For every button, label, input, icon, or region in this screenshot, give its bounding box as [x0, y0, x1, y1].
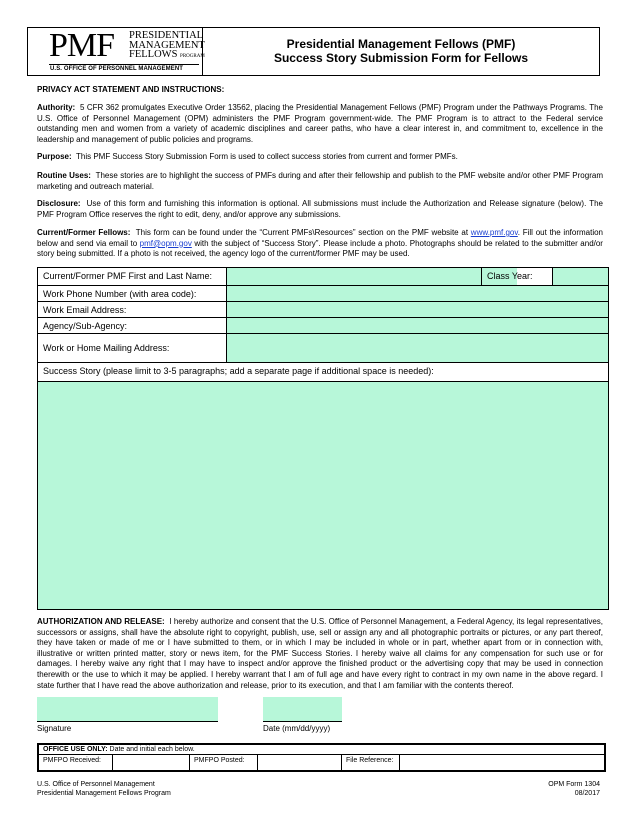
signature-label: Signature [37, 724, 72, 733]
office-divider [39, 754, 604, 755]
name-field[interactable] [227, 268, 517, 285]
footer-program: Presidential Management Fellows Program [37, 790, 171, 797]
authority-label: Authority: [37, 103, 76, 112]
disclosure-paragraph [37, 199, 603, 220]
date-line [263, 721, 342, 722]
signature-field[interactable] [37, 697, 218, 721]
purpose-label: Purpose: [37, 152, 72, 161]
routine-uses-label: Routine Uses: [37, 171, 91, 180]
phone-field[interactable] [227, 286, 608, 301]
row-divider [38, 301, 608, 302]
office-col-divider [399, 755, 400, 770]
office-col-divider [112, 755, 113, 770]
footer-agency: U.S. Office of Personnel Management [37, 781, 155, 788]
row-divider [38, 333, 608, 334]
col-divider [481, 268, 482, 285]
routine-uses-text: These stories are to highlight the success of PMFs during and after their fellowship and publish to the PMF website and/or other PMF Program marketing and outreach material. [37, 171, 603, 191]
col-divider [226, 268, 227, 362]
class-year-label: Class Year: [487, 271, 533, 281]
office-use-label: OFFICE USE ONLY: [43, 746, 108, 753]
authorization-text: I hereby authorize and consent that the U.S. Office of Personnel Management, a Federal Agency, its legal representatives, successors or assigns, shall have the absolute right to copyright, publish, use, sell or assign any and all photographic portraits or pictures, or any part thereof, they have taken or made of me or I have submitted to them, or in which I may be included in whole or in part, whether apart from or in connection with, illustrative or written printed matter, story or news item, for the PMF Success Stories. I hereby waive all claims for any compensation for such use or for damages. I hereby waive any right that I may have to inspect and/or approve the finished product or the advertising copy that may be used in connection therewith or the use to which it may be applied. I hereby warrant that I am of full age and have every right to contract in my own name in the above regard. I state further that I have read the above authorization and release, prior to its execution, and that I am familiar with the contents thereof. [37, 617, 603, 690]
footer-right [548, 780, 600, 798]
logo-rule [49, 64, 199, 65]
phone-label: Work Phone Number (with area code): [43, 289, 197, 299]
logo-line1: PRESIDENTIAL [129, 30, 204, 41]
signature-line [37, 721, 218, 722]
form-header [27, 27, 600, 76]
file-reference-label: File Reference: [346, 757, 394, 764]
office-col-divider [257, 755, 258, 770]
story-label: Success Story (please limit to 3-5 paragraphs; add a separate page if additional space is needed): [43, 366, 434, 376]
office-col-divider [189, 755, 190, 770]
current-fellows-paragraph [37, 228, 603, 260]
col-divider [552, 268, 553, 285]
date-field[interactable] [263, 697, 342, 721]
story-field[interactable] [38, 382, 608, 609]
pmfpo-received-label: PMFPO Received: [43, 757, 101, 764]
address-field[interactable] [227, 334, 608, 362]
office-use-note: Date and initial each below. [109, 746, 195, 753]
current-text-a: This form can be found under the “Current PMFs\Resources” section on the PMF website at [135, 228, 469, 237]
purpose-text: This PMF Success Story Submission Form is used to collect success stories from current and former PMFs. [75, 152, 458, 161]
authorization-paragraph [37, 617, 603, 691]
footer-form-number: OPM Form 1304 [548, 781, 600, 788]
purpose-paragraph [37, 152, 603, 163]
authority-text: 5 CFR 362 promulgates Executive Order 13562, placing the Presidential Management Fellows (PMF) Program under the Pathways Programs. The U.S. Office of Personnel Management (OPM) administers the PMF Program government-wide. The PMF Program is to attract to the Federal service outstanding men and women from a variety of academic disciplines and career paths, who have a clear interest in, and commitment to, excellence in the leadership and management of public policies and programs. [37, 103, 603, 144]
footer-left [37, 780, 171, 798]
name-label: Current/Former PMF First and Last Name: [43, 271, 213, 281]
row-divider [38, 381, 608, 382]
pmf-logo [28, 28, 203, 75]
row-divider [38, 362, 608, 363]
pmf-website-link[interactable]: www.pmf.gov [470, 228, 518, 237]
routine-uses-paragraph [37, 171, 603, 192]
email-label: Work Email Address: [43, 305, 127, 315]
disclosure-text: Use of this form and furnishing this information is optional. All submissions must include the Authorization and Release signature (below). The PMF Program Office reserves the right to edit, deny, and/or approve any submissions. [37, 199, 603, 219]
class-year-field[interactable] [553, 268, 608, 285]
office-use-box [37, 743, 606, 772]
logo-line3-wrap [129, 50, 205, 62]
current-text-b: . Fill out the information below and send via email to [37, 228, 603, 248]
authority-paragraph [37, 103, 603, 145]
form-title [203, 37, 599, 65]
logo-line3: FELLOWS [129, 49, 178, 60]
agency-field[interactable] [227, 318, 608, 333]
authorization-label: AUTHORIZATION AND RELEASE: [37, 617, 165, 626]
logo-program: PROGRAM [180, 54, 205, 59]
row-divider [38, 317, 608, 318]
logo-agency: U.S. OFFICE OF PERSONNEL MANAGEMENT [50, 66, 184, 72]
agency-label: Agency/Sub-Agency: [43, 321, 128, 331]
office-use-header [43, 745, 195, 754]
logo-line2: MANAGEMENT [129, 39, 205, 51]
form-title-line2: Success Story Submission Form for Fellows [273, 51, 529, 65]
current-text-c: with the subject of “Success Story”. Please include a photo. Photographs should be related to the submitter and/or story being submitted. If a photo is not received, the agency logo of the current/former PMF may be used. [37, 238, 603, 259]
privacy-heading: PRIVACY ACT STATEMENT AND INSTRUCTIONS: [37, 85, 225, 94]
current-fellows-label: Current/Former Fellows: [37, 228, 131, 237]
date-label: Date (mm/dd/yyyy) [263, 724, 331, 733]
footer-form-date: 08/2017 [574, 790, 600, 797]
office-col-divider [341, 755, 342, 770]
logo-program-name [129, 31, 205, 62]
address-label: Work or Home Mailing Address: [43, 343, 170, 353]
pmfpo-posted-label: PMFPO Posted: [194, 757, 245, 764]
row-divider [38, 285, 608, 286]
pmf-email-link[interactable]: pmf@opm.gov [139, 238, 192, 248]
email-field[interactable] [227, 302, 608, 317]
logo-pmf-text: PMF [49, 27, 115, 64]
fellow-info-form [37, 267, 609, 610]
disclosure-label: Disclosure: [37, 199, 81, 208]
form-title-line1: Presidential Management Fellows (PMF) [286, 37, 516, 51]
